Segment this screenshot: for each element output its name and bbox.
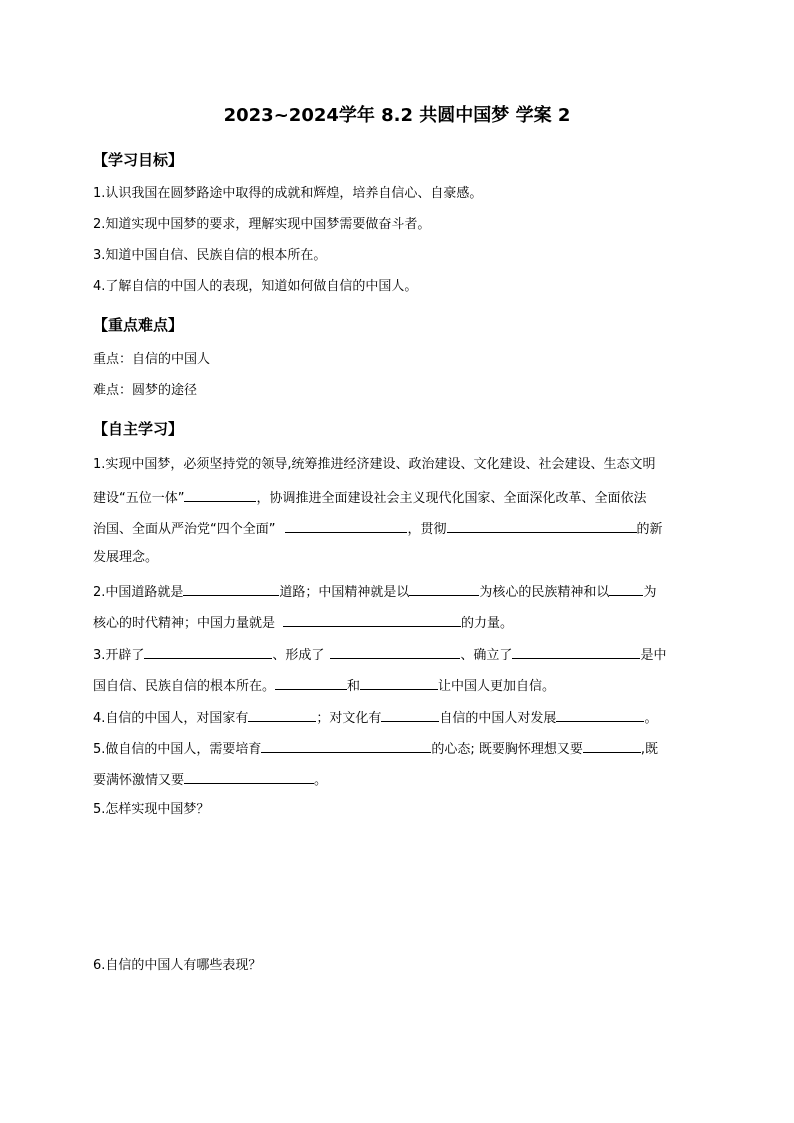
question-4-line: 4.自信的中国人，对国家有 ；对文化有 自信的中国人对发展 。 bbox=[93, 706, 657, 729]
fill-blank[interactable] bbox=[183, 580, 279, 596]
fill-blank[interactable] bbox=[556, 706, 644, 722]
fill-blank[interactable] bbox=[283, 611, 461, 627]
key-point: 重点：自信的中国人 bbox=[93, 352, 211, 367]
goal-item: 2.知道实现中国梦的要求，理解实现中国梦需要做奋斗者。 bbox=[93, 217, 431, 232]
page-title: 2023~2024学年 8.2 共圆中国梦 学案 2 bbox=[223, 105, 571, 126]
fill-blank[interactable] bbox=[381, 706, 439, 722]
question-2-line: 核心的时代精神；中国力量就是 的力量。 bbox=[93, 611, 513, 634]
question-2-line: 2.中国道路就是 道路；中国精神就是以 为核心的民族精神和以 为 bbox=[93, 580, 656, 603]
key-point: 难点：圆梦的途径 bbox=[93, 383, 198, 398]
fill-blank[interactable] bbox=[609, 580, 643, 596]
fill-blank[interactable] bbox=[184, 486, 256, 502]
question-1-line: 发展理念。 bbox=[93, 550, 159, 565]
question-confident-chinese-traits: 6.自信的中国人有哪些表现？ bbox=[93, 958, 262, 973]
fill-blank[interactable] bbox=[184, 768, 314, 784]
question-1-line: 治国、全面从严治党“四个全面” ，贯彻 的新 bbox=[93, 517, 663, 540]
question-3-line: 国自信、民族自信的根本所在。 和 让中国人更加自信。 bbox=[93, 674, 555, 697]
section-heading-self-study: 【自主学习】 bbox=[93, 420, 184, 438]
section-heading-goals: 【学习目标】 bbox=[93, 151, 184, 169]
fill-blank[interactable] bbox=[275, 674, 347, 690]
fill-blank[interactable] bbox=[144, 643, 272, 659]
question-5-line: 要满怀激情又要 。 bbox=[93, 768, 327, 791]
question-how-to-realize-dream: 5.怎样实现中国梦？ bbox=[93, 802, 210, 817]
fill-blank[interactable] bbox=[248, 706, 316, 722]
goal-item: 1.认识我国在圆梦路途中取得的成就和辉煌，培养自信心、自豪感。 bbox=[93, 186, 483, 201]
fill-blank[interactable] bbox=[447, 517, 637, 533]
fill-blank[interactable] bbox=[285, 517, 407, 533]
fill-blank[interactable] bbox=[261, 737, 431, 753]
fill-blank[interactable] bbox=[360, 674, 438, 690]
question-1-line: 建设“五位一体” ，协调推进全面建设社会主义现代化国家、全面深化改革、全面依法 bbox=[93, 486, 647, 509]
goal-item: 4.了解自信的中国人的表现，知道如何做自信的中国人。 bbox=[93, 279, 418, 294]
section-heading-key-points: 【重点难点】 bbox=[93, 316, 184, 334]
fill-blank[interactable] bbox=[330, 643, 460, 659]
question-1-line: 1.实现中国梦，必须坚持党的领导,统筹推进经济建设、政治建设、文化建设、社会建设、生态文明 bbox=[93, 457, 656, 472]
question-5-line: 5.做自信的中国人，需要培育 的心态; 既要胸怀理想又要 ,既 bbox=[93, 737, 658, 760]
question-3-line: 3.开辟了 、形成了 、确立了 是中 bbox=[93, 643, 666, 666]
fill-blank[interactable] bbox=[512, 643, 640, 659]
fill-blank[interactable] bbox=[583, 737, 641, 753]
goal-item: 3.知道中国自信、民族自信的根本所在。 bbox=[93, 248, 327, 263]
fill-blank[interactable] bbox=[409, 580, 479, 596]
